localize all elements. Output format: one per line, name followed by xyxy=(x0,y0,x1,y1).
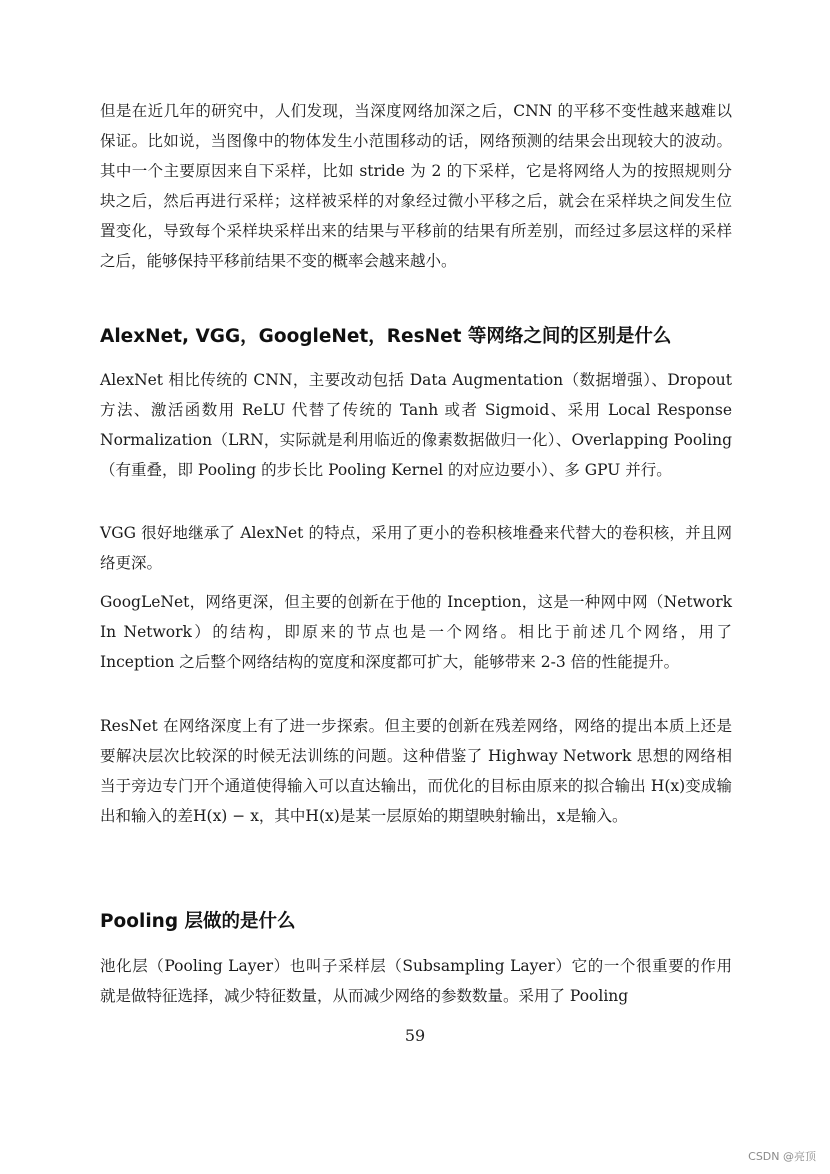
paragraph-resnet: ResNet 在网络深度上有了进一步探索。但主要的创新在残差网络，网络的提出本质上还是要解决层次比较深的时候无法训练的问题。这种借鉴了 Highway Network 思想的网络相当于旁边专门开个通道使得输入可以直达输出，而优化的目标由原来的拟合输出 H(x)变成输出和输入的差H(x) − x，其中H(x)是某一层原始的期望映射输出，x是输入。 xyxy=(100,717,732,825)
watermark: CSDN @亮顶 xyxy=(748,1150,816,1163)
page-number: 59 xyxy=(404,1026,426,1045)
paragraph-alexnet: AlexNet 相比传统的 CNN，主要改动包括 Data Augmentation（数据增强）、Dropout 方法、激活函数用 ReLU 代替了传统的 Tanh 或者 Sigmoid、采用 Local Response Normalization（LRN，实际就是利用临近的像素数据做归一化）、Overlapping Pooling（有重叠，即 Pooling 的步长比 Pooling Kernel 的对应边要小）、多 GPU 并行。 xyxy=(100,371,732,479)
paragraph-googlenet: GoogLeNet，网络更深，但主要的创新在于他的 Inception，这是一种网中网（Network In Network）的结构，即原来的节点也是一个网络。相比于前述几个网络，用了 Inception 之后整个网络结构的宽度和深度都可扩大，能够带来 2-3 倍的性能提升。 xyxy=(100,593,732,671)
paragraph-pooling: 池化层（Pooling Layer）也叫子采样层（Subsampling Layer）它的一个很重要的作用就是做特征选择，减少特征数量，从而减少网络的参数数量。采用了 Pooling xyxy=(100,957,732,1005)
paragraph-vgg: VGG 很好地继承了 AlexNet 的特点，采用了更小的卷积核堆叠来代替大的卷积核，并且网络更深。 xyxy=(100,524,732,572)
paragraph-intro: 但是在近几年的研究中，人们发现，当深度网络加深之后，CNN 的平移不变性越来越难以保证。比如说，当图像中的物体发生小范围移动的话，网络预测的结果会出现较大的波动。其中一个主要原因来自下采样，比如 stride 为 2 的下采样，它是将网络人为的按照规则分块之后，然后再进行采样；这样被采样的对象经过微小平移之后，就会在采样块之间发生位置变化，导致每个采样块采样出来的结果与平移前的结果有所差别，而经过多层这样的采样之后，能够保持平移前结果不变的概率会越来越小。 xyxy=(100,102,732,270)
heading-network-differences: AlexNet, VGG，GoogleNet，ResNet 等网络之间的区别是什么 xyxy=(100,326,672,347)
heading-pooling: Pooling 层做的是什么 xyxy=(100,911,296,932)
